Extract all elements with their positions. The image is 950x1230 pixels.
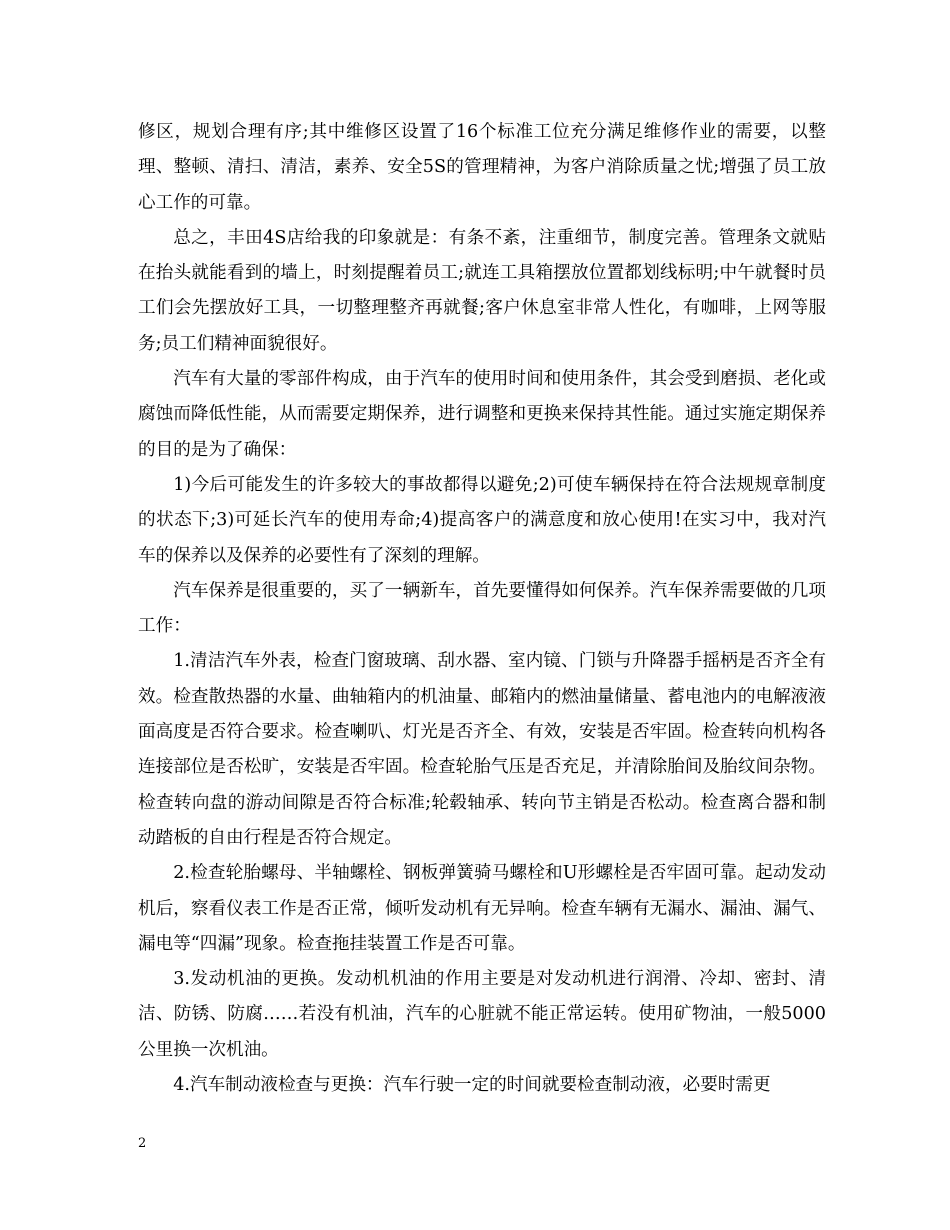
paragraph: 总之，丰田4S店给我的印象就是：有条不紊，注重细节，制度完善。管理条文就贴在抬头就能看到的墙上，时刻提醒着员工;就连工具箱摆放位置都划线标明;中午就餐时员工们会先摆放好工具，一切整理整齐再就餐;客户休息室非常人性化，有咖啡，上网等服务;员工们精神面貌很好。 — [138, 227, 826, 354]
paragraph: 4.汽车制动液检查与更换：汽车行驶一定的时间就要检查制动液，必要时需更 — [173, 1075, 771, 1096]
paragraph: 3.发动机油的更换。发动机机油的作用主要是对发动机进行润滑、冷却、密封、清洁、防锈、防腐……若没有机油，汽车的心脏就不能正常运转。使用矿物油，一般5000公里换一次机油。 — [138, 969, 826, 1060]
paragraph: 1)今后可能发生的许多较大的事故都得以避免;2)可使车辆保持在符合法规规章制度的状态下;3)可延长汽车的使用寿命;4)提高客户的满意度和放心使用!在实习中，我对汽车的保养以及保养的必要性有了深刻的理解。 — [138, 474, 826, 566]
paragraph: 修区，规划合理有序;其中维修区设置了16个标准工位充分满足维修作业的需要，以整理、整顿、清扫、清洁，素养、安全5S的管理精神，为客户消除质量之忧;增强了员工放心工作的可靠。 — [138, 122, 826, 213]
paragraph: 汽车保养是很重要的，买了一辆新车，首先要懂得如何保养。汽车保养需要做的几项工作： — [138, 580, 826, 637]
paragraph: 汽车有大量的零部件构成，由于汽车的使用时间和使用条件，其会受到磨损、老化或腐蚀而降低性能，从而需要定期保养，进行调整和更换来保持其性能。通过实施定期保养的目的是为了确保： — [138, 369, 826, 460]
page-number: 2 — [138, 1136, 147, 1151]
paragraph: 2.检查轮胎螺母、半轴螺栓、钢板弹簧骑马螺栓和U形螺栓是否牢固可靠。起动发动机后，察看仪表工作是否正常，倾听发动机有无异响。检查车辆有无漏水、漏油、漏气、漏电等“四漏”现象。检查拖挂装置工作是否可靠。 — [138, 863, 826, 954]
paragraph: 1.清洁汽车外表，检查门窗玻璃、刮水器、室内镜、门锁与升降器手摇柄是否齐全有效。检查散热器的水量、曲轴箱内的机油量、邮箱内的燃油量储量、蓄电池内的电解液液面高度是否符合要求。检查喇叭、灯光是否齐全、有效，安装是否牢固。检查转向机构各连接部位是否松旷，安装是否牢固。检查轮胎气压是否充足，并清除胎间及胎纹间杂物。检查转向盘的游动间隙是否符合标准;轮毂轴承、转向节主销是否松动。检查离合器和制动踏板的自由行程是否符合规定。 — [138, 651, 826, 848]
body-text — [138, 115, 826, 1103]
